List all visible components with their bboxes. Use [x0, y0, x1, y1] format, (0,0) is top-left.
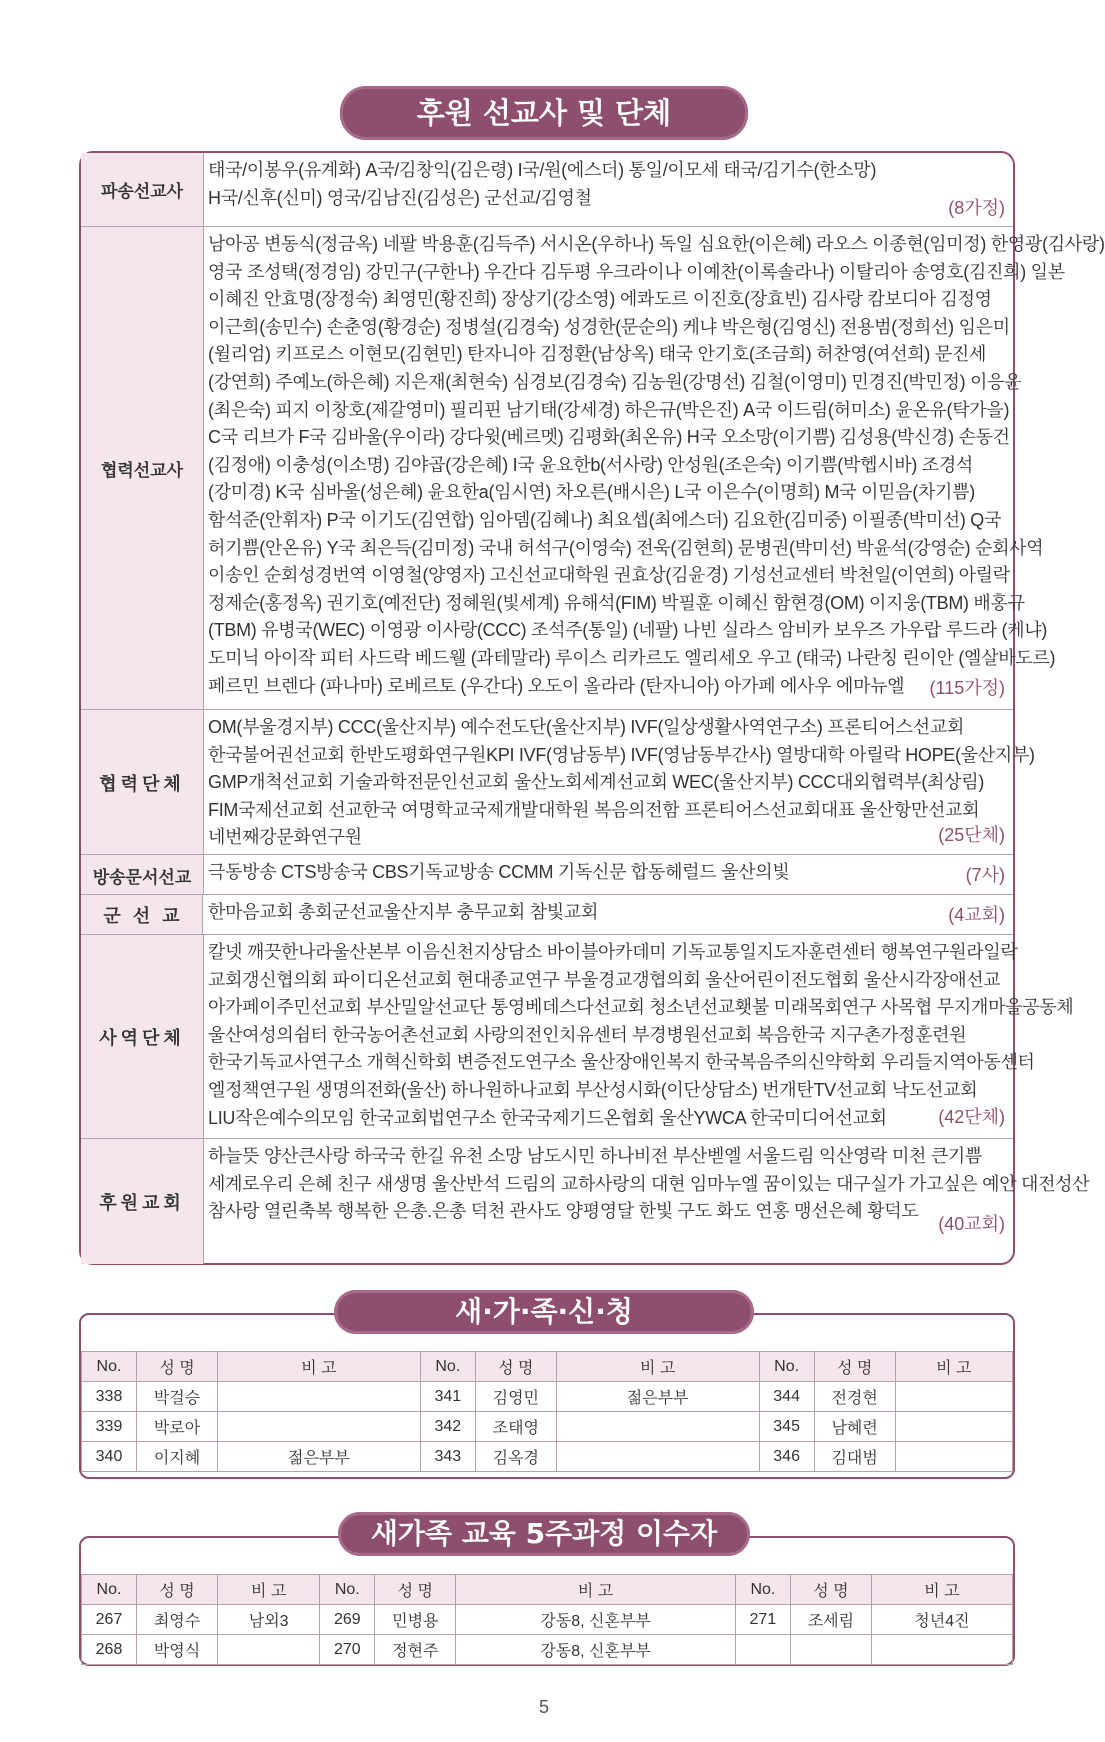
content-line: 영국 조성택(정경임) 강민구(구한나) 우간다 김두평 우크라이나 이예찬(이록솔라나) 이탈리아 송영호(김진희) 일본: [208, 261, 1065, 282]
table-cell: 342: [420, 1412, 475, 1442]
content-line: (최은숙) 피지 이창호(제갈영미) 필리핀 남기태(강세경) 하은규(박은진) A국 이드림(허미소) 윤온유(탁가을): [208, 399, 1010, 420]
column-header: No.: [82, 1575, 137, 1605]
column-header: No.: [82, 1352, 137, 1382]
table-cell: 344: [759, 1382, 814, 1412]
content-line: 극동방송 CTS방송국 CBS기독교방송 CCMM 기독신문 합동헤럴드 울산의빛: [208, 862, 790, 882]
table-cell: [790, 1635, 871, 1665]
table-header-row: [82, 1352, 1013, 1382]
column-header: No.: [320, 1575, 375, 1605]
table-cell: 341: [420, 1382, 475, 1412]
table-cell: 젊은부부: [218, 1442, 421, 1472]
table-cell: 김옥경: [475, 1442, 556, 1472]
content-line: FIM국제선교회 선교한국 여명학교국제개발대학원 복음의전함 프론티어스선교회대표 울산항만선교회: [208, 799, 980, 820]
content-line: 아가페이주민선교회 부산밀알선교단 통영베데스다선교회 청소년선교횃불 미래목회연구 사목협 무지개마을공동체: [208, 997, 1074, 1018]
row-supporting-churches: [81, 1138, 1090, 1264]
content-line: 정제순(홍정옥) 권기호(예전단) 정혜원(빛세계) 유해석(FIM) 박필훈 이혜신 함현경(OM) 이지웅(TBM) 배홍규: [208, 592, 1025, 613]
table-cell: 268: [82, 1635, 137, 1665]
row-label: 사역단체: [81, 935, 204, 1139]
content-line: (강연희) 주예노(하은혜) 지은재(최현숙) 심경보(김경숙) 김농원(강명선) 김철(이영미) 민경진(박민정) 이응윤: [208, 371, 1022, 392]
content-line: 이혜진 안효명(장정숙) 최영민(황진희) 장상기(강소영) 에콰도르 이진호(장효빈) 김사랑 캄보디아 김정영: [208, 289, 992, 310]
row-content: [208, 1143, 1090, 1226]
row-content: [208, 231, 1105, 700]
education-table: [81, 1574, 1013, 1665]
table-cell: 최영수: [137, 1605, 218, 1635]
row-count: (42단체): [938, 1107, 1005, 1127]
row-count: (40교회): [938, 1214, 1005, 1234]
table-cell: 박걸승: [137, 1382, 218, 1412]
column-header: 비 고: [871, 1575, 1012, 1605]
content-line: 이근희(송민수) 손춘영(황경순) 정병설(김경숙) 성경한(문순의) 케냐 박은형(김영신) 전용범(정희선) 임은미: [208, 316, 1010, 337]
row-content: [208, 157, 1007, 212]
table-cell: 346: [759, 1442, 814, 1472]
table-cell: 박영식: [137, 1635, 218, 1665]
table-cell: 271: [735, 1605, 790, 1635]
content-line: (TBM) 유병국(WEC) 이영광 이사랑(CCC) 조석주(통일) (네팔) 나빈 실라스 암비카 보우즈 가우랍 루드라 (케냐): [208, 620, 1048, 641]
row-count: (115가정): [929, 678, 1005, 698]
content-line: GMP개척선교회 기술과학전문인선교회 울산노회세계선교회 WEC(울산지부) CCC대외협력부(최상림): [208, 772, 985, 793]
row-military-mission: [81, 894, 1013, 935]
column-header: No.: [735, 1575, 790, 1605]
column-header: 성 명: [790, 1575, 871, 1605]
table-cell: 남혜련: [814, 1412, 895, 1442]
table-cell: 김대범: [814, 1442, 895, 1472]
column-header: 비 고: [895, 1352, 1012, 1382]
support-table: [79, 151, 1105, 1265]
table-cell: 젊은부부: [556, 1382, 759, 1412]
table-row: [82, 1382, 1013, 1412]
column-header: 비 고: [556, 1352, 759, 1382]
table-cell: 강동8, 신혼부부: [456, 1635, 736, 1665]
section-title-support: 후원 선교사 및 단체: [340, 86, 748, 140]
table-cell: 청년4진: [871, 1605, 1012, 1635]
row-count: (7사): [965, 865, 1005, 885]
column-header: 비 고: [218, 1352, 421, 1382]
row-broadcast-mission: [81, 854, 1013, 895]
newfamily-table-box: [79, 1313, 1015, 1479]
row-label: 협력단체: [81, 710, 204, 855]
row-label: 파송선교사: [81, 153, 204, 226]
row-content: [208, 939, 1074, 1132]
content-line: 교회갱신협의회 파이디온선교회 현대종교연구 부울경교갱협의회 울산어린이전도협회 울산시각장애선교: [208, 969, 1001, 990]
column-header: 성 명: [475, 1352, 556, 1382]
content-line: 한마음교회 총회군선교울산지부 충무교회 참빛교회: [208, 902, 599, 922]
table-cell: [871, 1635, 1012, 1665]
content-line: OM(부울경지부) CCC(울산지부) 예수전도단(울산지부) IVF(일상생활사역연구소) 프론티어스선교회: [208, 717, 965, 737]
column-header: No.: [420, 1352, 475, 1382]
row-label: 협력선교사: [81, 227, 204, 710]
content-line: 참사랑 열린축복 행복한 은총.은총 덕천 관사도 양평영달 한빛 구도 화도 연홍 맹선은혜 황덕도: [208, 1201, 919, 1222]
page-number: 5: [538, 1697, 549, 1717]
table-cell: 이지혜: [137, 1442, 218, 1472]
content-line: (강미경) K국 심바울(성은혜) 윤요한a(임시연) 차오른(배시은) L국 이은수(이명희) M국 이믿음(차기쁨): [208, 482, 975, 503]
table-cell: 전경현: [814, 1382, 895, 1412]
row-partner-missionaries: [81, 226, 1105, 710]
content-line: 하늘뜻 양산큰사랑 하국국 한길 유천 소망 남도시민 하나비전 부산벧엘 서울드림 익산영락 미천 큰기쁨: [208, 1146, 983, 1166]
table-row: [82, 1605, 1013, 1635]
row-label: 군선교: [81, 895, 203, 935]
content-line: 네번째강문화연구원: [208, 827, 362, 848]
table-cell: 조태영: [475, 1412, 556, 1442]
section-title-newfamily: 새·가·족·신·청: [334, 1290, 754, 1334]
table-row: [82, 1412, 1013, 1442]
table-cell: [218, 1412, 421, 1442]
table-cell: 남외3: [218, 1605, 320, 1635]
row-content: [208, 714, 1035, 852]
content-line: 페르민 브렌다 (파나마) 로베르토 (우간다) 오도이 올라라 (탄자니아) 아가페 에사우 에마뉴엘: [208, 675, 905, 696]
content-line: LIU작은예수의모임 한국교회법연구소 한국국제기드온협회 울산YWCA 한국미디어선교회: [208, 1107, 887, 1128]
column-header: 비 고: [218, 1575, 320, 1605]
row-label: 방송문서선교: [81, 855, 204, 895]
content-line: 태국/이봉우(유계화) A국/김창익(김은령) I국/원(에스더) 통일/이모세 태국/김기수(한소망): [208, 160, 877, 180]
table-cell: [895, 1382, 1012, 1412]
table-cell: 조세림: [790, 1605, 871, 1635]
row-label: 후원교회: [81, 1139, 204, 1264]
content-line: C국 리브가 F국 김바울(우이라) 강다윗(베르멧) 김평화(최온유) H국 오소망(이기쁨) 김성용(박신경) 손동건: [208, 427, 1010, 448]
table-header-row: [82, 1575, 1013, 1605]
row-count: (25단체): [938, 825, 1005, 845]
row-partner-organizations: [81, 709, 1035, 855]
table-cell: 민병용: [375, 1605, 456, 1635]
newfamily-table: [81, 1351, 1013, 1472]
table-row: [82, 1635, 1013, 1665]
column-header: 비 고: [456, 1575, 736, 1605]
table-cell: 339: [82, 1412, 137, 1442]
table-cell: 345: [759, 1412, 814, 1442]
column-header: 성 명: [814, 1352, 895, 1382]
column-header: 성 명: [375, 1575, 456, 1605]
table-cell: 269: [320, 1605, 375, 1635]
table-cell: 박로아: [137, 1412, 218, 1442]
content-line: (김정애) 이충성(이소명) 김야곱(강은혜) I국 윤요한b(서사랑) 안성원(조은숙) 이기쁨(박헵시바) 조경석: [208, 454, 973, 475]
row-count: (8가정): [948, 198, 1005, 218]
content-line: 도미닉 아이작 피터 사드락 베드웰 (과테말라) 루이스 리카르도 엘리세오 우고 (태국) 나란칭 린이안 (엘살바도르): [208, 647, 1056, 668]
row-content: [208, 859, 1007, 887]
table-cell: [556, 1412, 759, 1442]
content-line: H국/신후(신미) 영국/김남진(김성은) 군선교/김영철: [208, 187, 592, 208]
content-line: 세계로우리 은혜 친구 새생명 울산반석 드림의 교하사랑의 대현 임마누엘 꿈이있는 대구실가 가고싶은 예안 대전성산: [208, 1173, 1090, 1194]
table-cell: [895, 1442, 1012, 1472]
table-cell: 338: [82, 1382, 137, 1412]
column-header: 성 명: [137, 1352, 218, 1382]
content-line: 울산여성의쉼터 한국농어촌선교회 사랑의전인치유센터 부경병원선교회 복음한국 지구촌가정훈련원: [208, 1024, 967, 1045]
table-cell: 정현주: [375, 1635, 456, 1665]
table-cell: 강동8, 신혼부부: [456, 1605, 736, 1635]
column-header: 성 명: [137, 1575, 218, 1605]
table-cell: 267: [82, 1605, 137, 1635]
content-line: 남아공 변동식(정금옥) 네팔 박용훈(김득주) 서시온(우하나) 독일 심요한(이은혜) 라오스 이종현(임미정) 한영광(김사랑): [208, 234, 1105, 254]
table-cell: [895, 1412, 1012, 1442]
content-line: (윌리엄) 키프로스 이현모(김현민) 탄자니아 김정환(남상옥) 태국 안기호(조금희) 허찬영(여선희) 문진세: [208, 344, 987, 365]
content-line: 한국기독교사연구소 개혁신학회 변증전도연구소 울산장애인복지 한국복음주의신약학회 우리들지역아동센터: [208, 1052, 1035, 1073]
column-header: No.: [759, 1352, 814, 1382]
table-cell: 343: [420, 1442, 475, 1472]
row-sent-missionaries: [81, 153, 1013, 226]
section-title-education: 새가족 교육 5주과정 이수자: [338, 1512, 750, 1556]
table-cell: 340: [82, 1442, 137, 1472]
content-line: 함석준(안휘자) P국 이기도(김연합) 임아뎀(김혜나) 최요셉(최에스더) 김요한(김미중) 이필종(박미선) Q국: [208, 509, 1002, 530]
content-line: 허기쁨(안온유) Y국 최은득(김미정) 국내 허석구(이영숙) 전욱(김현희) 문병권(박미선) 박윤석(강영순) 순회사역: [208, 537, 1044, 558]
table-cell: 270: [320, 1635, 375, 1665]
table-cell: [556, 1442, 759, 1472]
content-line: 엘정책연구원 생명의전화(울산) 하나원하나교회 부산성시화(이단상담소) 번개탄TV선교회 낙도선교회: [208, 1079, 978, 1100]
table-row: [82, 1442, 1013, 1472]
content-line: 칼넷 깨끗한나라울산본부 이음신천지상담소 바이블아카데미 기독교통일지도자훈련센터 행복연구원라일락: [208, 942, 1018, 962]
row-ministry-organizations: [81, 934, 1074, 1139]
table-cell: 김영민: [475, 1382, 556, 1412]
content-line: 이송인 순회성경번역 이영철(양영자) 고신선교대학원 권효상(김윤경) 기성선교센터 박천일(이연희) 아릴락: [208, 565, 1010, 586]
table-cell: [218, 1382, 421, 1412]
row-content: [208, 899, 1007, 927]
table-cell: [735, 1635, 790, 1665]
table-cell: [218, 1635, 320, 1665]
content-line: 한국불어권선교회 한반도평화연구원KPI IVF(영남동부) IVF(영남동부간사) 열방대학 아릴락 HOPE(울산지부): [208, 744, 1035, 765]
row-count: (4교회): [948, 905, 1005, 925]
